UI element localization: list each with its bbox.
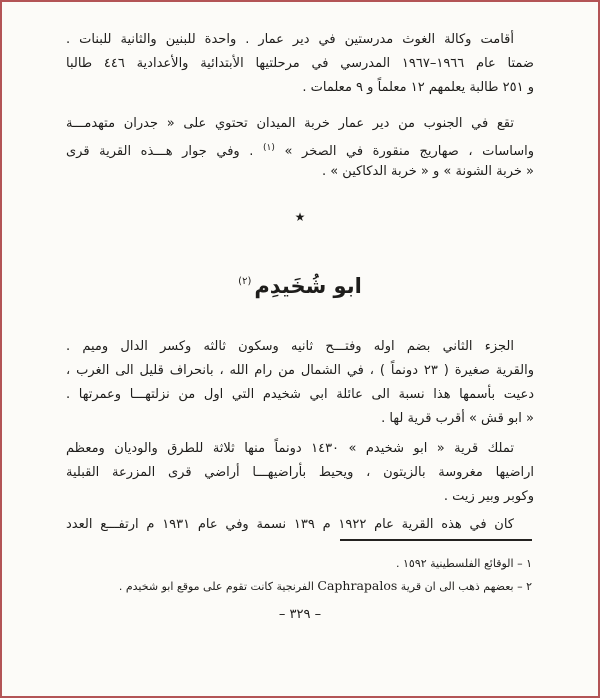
text-segment: . وفي جوار هـــذه القرية قرى [66,144,254,159]
text-line: دعيت بأسمها هذا نسبة الى عائلة ابي شخيدم التي اول من نزلتهـــا وعمرتها . [66,387,534,402]
footnote-ref-1: (١) [263,143,275,153]
footnote-1: ١ – الوقائع الفلسطينية ١٥٩٢ . [396,557,532,570]
footnote-2 [64,575,532,598]
entry-title-row [66,262,534,302]
text-line: و ٢٥١ طالبة يعلمهم ١٢ معلماً و ٩ معلمات . [302,80,534,95]
latin-placename: Caphrapalos [317,578,398,593]
paragraph-population [66,513,534,537]
text-line: « خربة الشونة » و « خربة الدكاكين » . [321,164,534,179]
text-segment: الفرنجية كانت تقوم على موقع ابو شخيدم . [118,580,314,593]
text-line: وكوبر وبير زيت . [443,489,534,504]
text-segment: واساسات ، صهاريج منقورة في الصخر » [284,144,534,159]
text-line: كان في هذه القرية عام ١٩٢٢ م ١٣٩ نسمة وفي عام ١٩٣١ م ارتفـــع العدد [66,517,514,532]
text-line: تملك قرية « ابو شخيدم » ١٤٣٠ دونماً منها ثلاثة للطرق والوديان ومعظم [66,441,514,456]
page-number: – ٣٢٩ – [278,607,322,622]
paragraph-etymology [66,335,534,431]
section-divider [66,208,534,226]
footnote-ref-2: (٢) [238,276,252,287]
paragraph-unrwa-schools [66,28,534,100]
footnotes-block [64,553,532,598]
body-text-block [66,4,534,537]
text-line: أقامت وكالة الغوث مدرستين في دير عمار . واحدة للبنين والثانية للبنات . [66,32,514,47]
text-line: « ابو قش » أقرب قرية لها . [381,411,534,426]
paragraph-land [66,437,534,509]
star-icon: ★ [294,210,306,224]
text-line: اراضيها مغروسة بالزيتون ، ويحيط بأراضيهـــا أراضي قرى المزرعة القبلية [66,465,534,480]
text-segment: ٢ – بعضهم ذهب الى ان قرية [397,580,532,593]
text-line [66,136,534,160]
paragraph-khirbet-almidan [66,112,534,184]
entry-title: ابو شُخَيدِم [254,274,362,298]
footnote-separator-rule [340,539,532,541]
text-line: الجزء الثاني بضم اوله وفتـــح ثانيه وسكون ثالثه وكسر الدال وميم . [66,339,514,354]
text-line: والقرية صغيرة ( ٢٣ دونماً ) ، في الشمال من رام الله ، بانحراف قليل الى الغرب ، [66,363,534,378]
text-line: تقع في الجنوب من دير عمار خربة الميدان تحتوي على « جدران متهدمـــة [66,116,514,131]
text-line: ضمتا عام ١٩٦٦–١٩٦٧ المدرسي في مرحلتيها الأبتدائية والأعدادية ٤٤٦ طالبا [66,56,534,71]
